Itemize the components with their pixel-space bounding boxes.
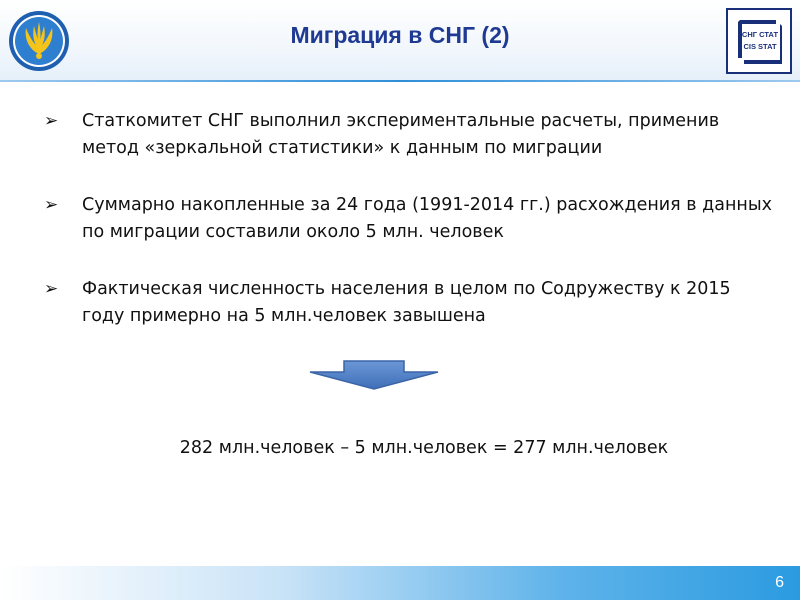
bullet-list xyxy=(44,108,774,360)
cis-stat-logo xyxy=(726,8,792,74)
header-divider xyxy=(0,80,800,82)
arrow-bullet-icon: ➢ xyxy=(44,279,59,299)
bullet-text: Статкомитет СНГ выполнил экспериментальные расчеты, применив метод «зеркальной статистики» к данным по миграции xyxy=(82,111,720,158)
bullet-text: Суммарно накопленные за 24 года (1991-2014 гг.) расхождения в данных по миграции составили около 5 млн. человек xyxy=(82,195,773,242)
down-arrow-icon xyxy=(308,360,440,390)
logo-text-en: CIS STAT xyxy=(743,42,777,51)
slide-header xyxy=(0,0,800,80)
logo-text-ru: СНГ СТАТ xyxy=(741,30,779,39)
bullet-item xyxy=(44,192,774,246)
bullet-item xyxy=(44,108,774,162)
equation-text: 282 млн.человек – 5 млн.человек = 277 млн.человек xyxy=(179,438,669,458)
slide-title: Миграция в СНГ (2) xyxy=(290,22,510,48)
cis-stat-logo-graphic xyxy=(728,10,790,72)
bullet-item xyxy=(44,276,774,330)
bullet-text: Фактическая численность населения в целом по Содружеству к 2015 году примерно на 5 млн.человек завышена xyxy=(82,279,731,326)
slide-footer xyxy=(0,566,800,600)
arrow-bullet-icon: ➢ xyxy=(44,111,59,131)
page-number: 6 xyxy=(775,574,784,591)
arrow-bullet-icon: ➢ xyxy=(44,195,59,215)
